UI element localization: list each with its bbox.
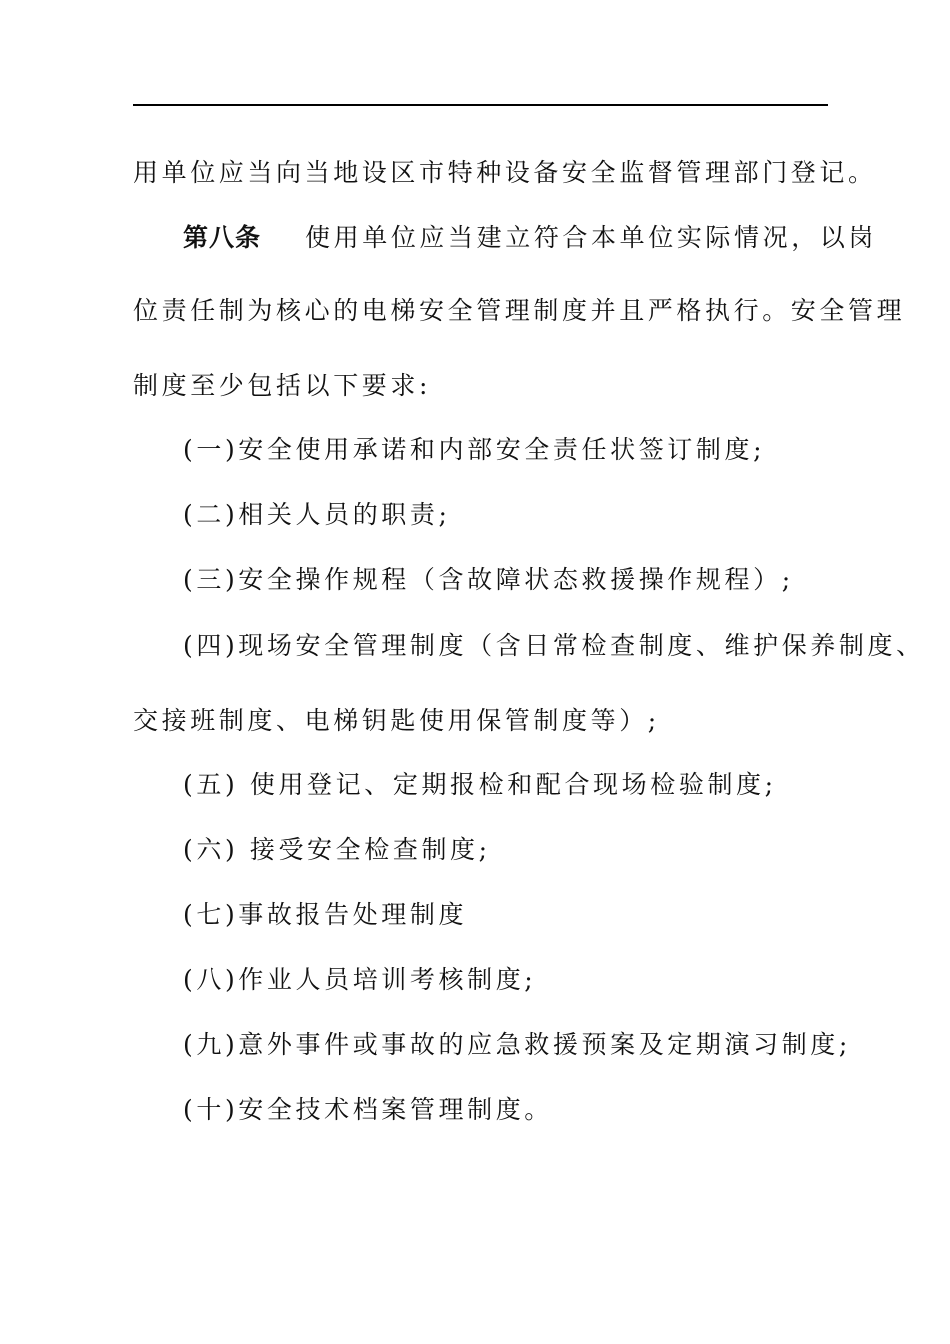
article-intro-line-2: 位责任制为核心的电梯安全管理制度并且严格执行。安全管理 [133,296,906,325]
article-number: 第八条 [183,223,262,252]
article-heading-line [183,221,883,255]
list-item-9: (九)意外事件或事故的应急救援预案及定期演习制度; [183,1030,851,1059]
header-rule [133,104,828,106]
list-item-10: (十)安全技术档案管理制度。 [183,1095,553,1124]
list-item-5: (五) 使用登记、定期报检和配合现场检验制度; [183,770,777,799]
article-intro-line-3: 制度至少包括以下要求: [133,371,432,400]
list-item-7: (七)事故报告处理制度 [183,900,468,929]
list-item-1: (一)安全使用承诺和内部安全责任状签订制度; [183,435,766,464]
list-item-2: (二)相关人员的职责; [183,500,451,529]
list-item-8: (八)作业人员培训考核制度; [183,965,537,994]
list-item-4-continued: 交接班制度、电梯钥匙使用保管制度等）; [133,706,660,735]
list-item-4: (四)现场安全管理制度（含日常检查制度、维护保养制度、 [183,631,925,660]
list-item-3: (三)安全操作规程（含故障状态救援操作规程）; [183,565,794,594]
continuation-line: 用单位应当向当地设区市特种设备安全监督管理部门登记。 [133,158,877,187]
list-item-6: (六) 接受安全检查制度; [183,835,491,864]
article-intro-line-1: 使用单位应当建立符合本单位实际情况，以岗 [305,223,878,252]
